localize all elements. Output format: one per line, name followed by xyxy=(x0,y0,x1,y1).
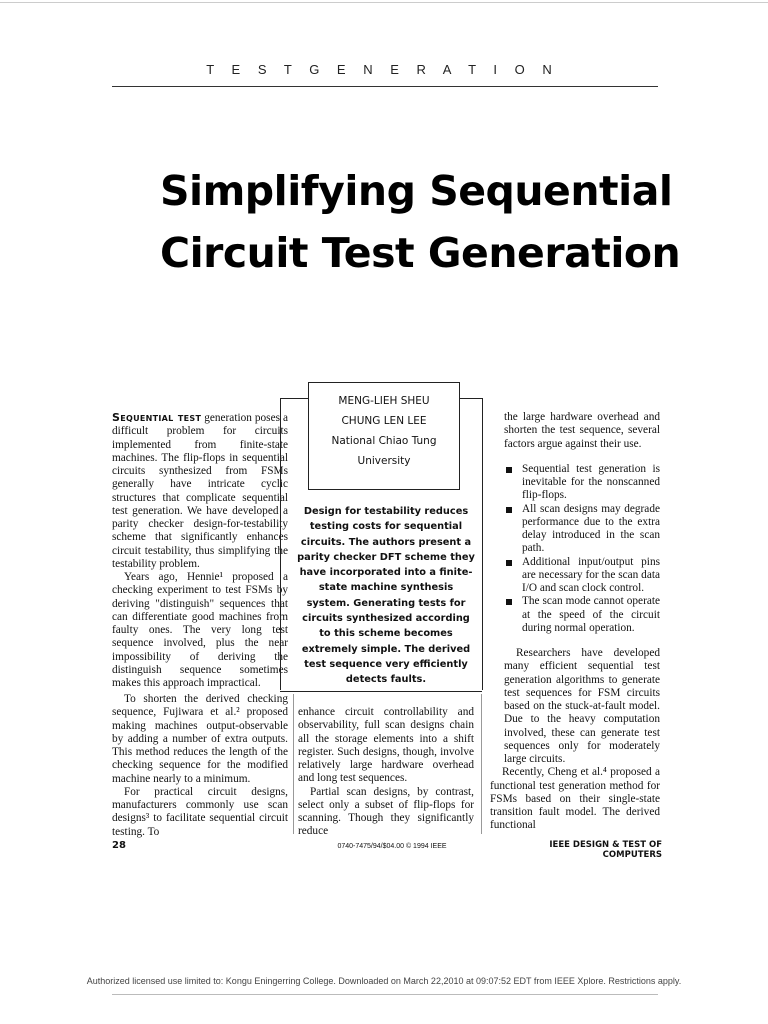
col2-paragraph-1: enhance circuit controllability and observability, full scan designs chain all the storage elements into a shift register. Such designs, though, involve relatively large hardware overhead and long test sequences. xyxy=(298,706,474,785)
license-notice: Authorized licensed use limited to: Kongu Eningerring College. Downloaded on March 22,2010 at 09:07:52 EDT from IEEE Xplore. Restrictions apply. xyxy=(86,976,682,986)
column-1-top xyxy=(112,411,288,690)
col3-paragraph-3: Recently, Cheng et al.⁴ proposed a functional test generation method for FSMs based on their single-state transition fault model. The derived functional xyxy=(490,766,660,832)
column-divider-1 xyxy=(293,694,294,834)
author-affiliation-2: University xyxy=(357,455,411,467)
copyright-line: 0740-7475/94/$04.00 © 1994 IEEE xyxy=(337,843,447,850)
abstract: Design for testability reduces testing costs for sequential circuits. The authors present a parity checker DFT scheme they have incorporated into a finite-state machine synthesis system. Generating tests for circuits synthesized according to this scheme becomes extremely simple. The derived test sequence very efficiently detects faults. xyxy=(297,506,475,686)
bullet-text: Sequential test generation is inevitable for the nonscanned flip-flops. xyxy=(522,462,660,502)
col1-paragraph-2: Years ago, Hennie¹ proposed a checking experiment to test FSMs by deriving "distinguish" sequences that can differentiate good machines from faulty ones. The very long test sequence involved, plus the near impossibility of deriving the distinguish sequence sometimes makes this approach impractical. xyxy=(112,571,288,689)
col1-paragraph-1: generation poses a difficult problem for circuits implemented from finite-state machines. The flip-flops in sequential circuits synthesized from FSMs generally have intricate cyclic structures that complicate sequential test generation. We have developed a parity checker design-for-testability scheme that significantly enhances circuit testability, thus simplifying the testability problem. xyxy=(112,412,288,570)
column-1-bottom xyxy=(112,693,288,839)
column-divider-2 xyxy=(481,694,482,834)
author-name-1: MENG-LIEH SHEU xyxy=(338,395,430,407)
author-name-2: CHUNG LEN LEE xyxy=(341,415,427,427)
bullet-square-icon xyxy=(506,560,512,566)
bullet-item xyxy=(504,463,660,503)
bullet-text: Additional input/output pins are necessary for the scan data I/O and scan clock control. xyxy=(522,555,660,594)
bullet-text: All scan designs may degrade performance due to the extra delay introduced in the scan path. xyxy=(522,502,660,555)
bullet-list xyxy=(504,463,660,635)
lead-in: Sequential test xyxy=(112,411,202,424)
top-edge-rule xyxy=(0,2,768,3)
page-number: 28 xyxy=(112,840,126,851)
bullet-item xyxy=(504,595,660,635)
col3-paragraph-2: Researchers have developed many efficient sequential test generation algorithms to generate test sequences for FSM circuits based on the stuck-at-fault model. Due to the heavy computation involved, these can generate test sequences only for moderately large circuits. xyxy=(504,647,660,765)
bullet-item xyxy=(504,556,660,596)
title-line-2: Circuit Test Generation xyxy=(160,229,681,277)
author-affiliation-1: National Chiao Tung xyxy=(331,435,437,447)
title-line-1: Simplifying Sequential xyxy=(160,167,673,215)
callout-frame-right xyxy=(482,398,483,690)
bullet-text: The scan mode cannot operate at the speed of the circuit during normal operation. xyxy=(522,595,660,634)
running-header: T E S T G E N E R A T I O N xyxy=(206,62,554,77)
col1-paragraph-4: For practical circuit designs, manufacturers commonly use scan designs³ to facilitate sequential circuit testing. To xyxy=(112,785,288,838)
col3-paragraph-1: the large hardware overhead and shorten the test sequence, several factors argue against their use. xyxy=(504,411,660,450)
col1-paragraph-3: To shorten the derived checking sequence, Fujiwara et al.² proposed making machines output-observable by adding a number of extra outputs. This method reduces the length of the checking sequence for the modified machine nearly to a minimum. xyxy=(112,693,288,785)
column-3 xyxy=(490,411,660,833)
article-title xyxy=(160,160,720,284)
bullet-square-icon xyxy=(506,599,512,605)
bullet-square-icon xyxy=(506,467,512,473)
col2-paragraph-2: Partial scan designs, by contrast, select only a subset of flip-flops for scanning. Though they significantly reduce xyxy=(298,785,474,838)
author-box xyxy=(308,382,460,490)
bullet-square-icon xyxy=(506,507,512,513)
bullet-item xyxy=(504,503,660,556)
callout-frame-left xyxy=(280,398,281,690)
journal-name: IEEE DESIGN & TEST OF COMPUTERS xyxy=(549,840,662,860)
column-2 xyxy=(298,706,474,839)
bottom-rule xyxy=(112,994,658,995)
header-rule xyxy=(112,86,658,87)
